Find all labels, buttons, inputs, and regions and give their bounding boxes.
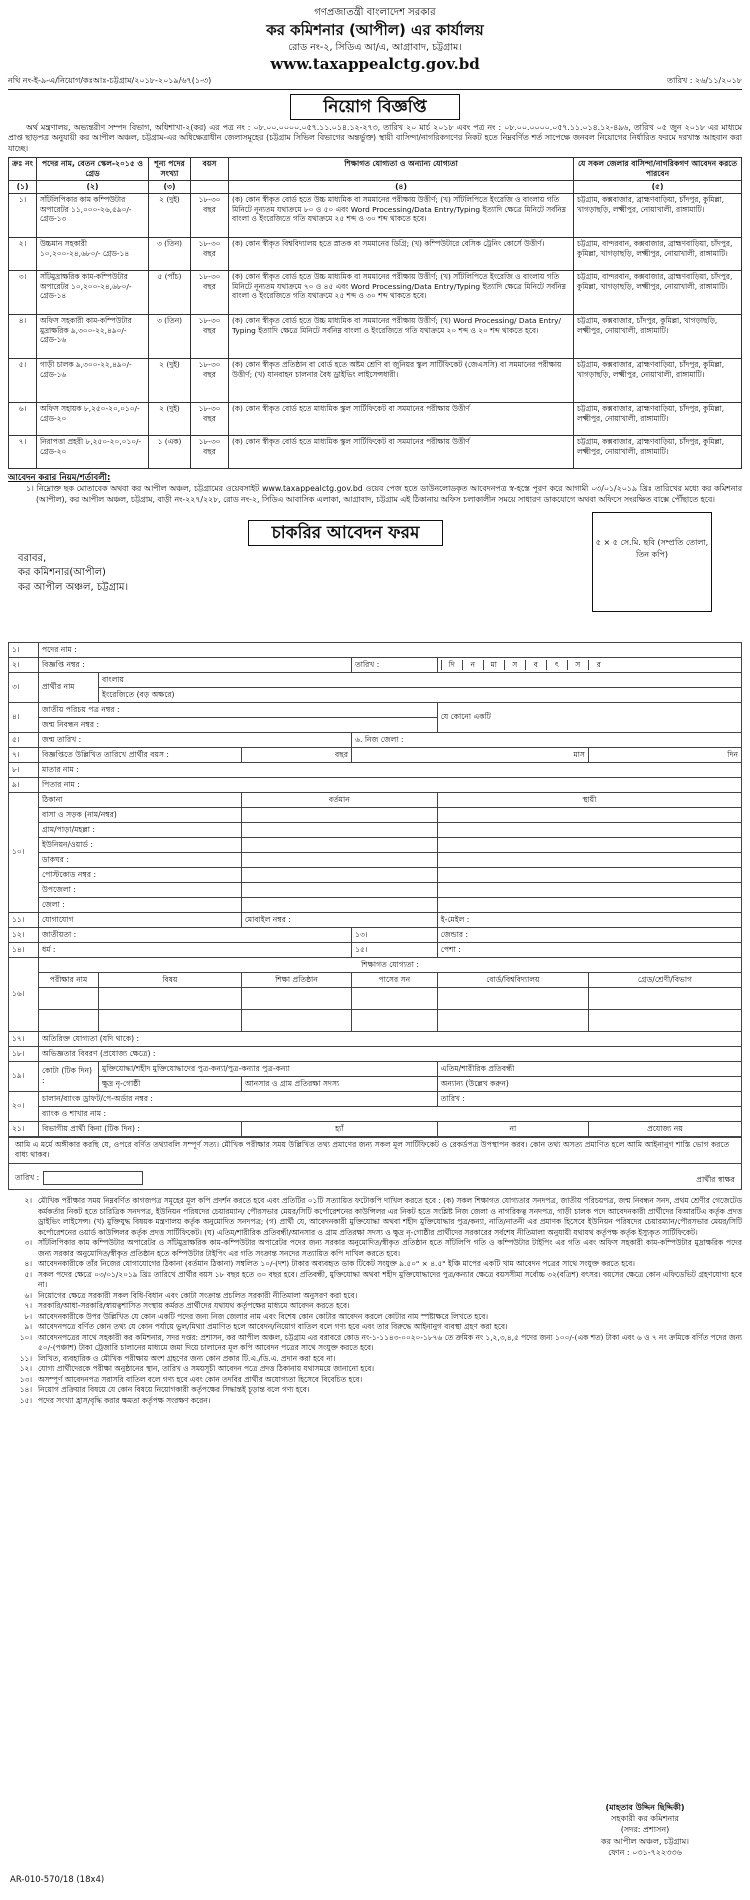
dept-yes-option[interactable]: হ্যাঁ xyxy=(241,1121,437,1136)
signatory-office: কর আপীল অঞ্চল, চট্টগ্রাম। xyxy=(600,1836,690,1846)
birth-reg-field[interactable]: জন্ম নিবন্ধন নম্বর : xyxy=(39,717,438,732)
memo-row xyxy=(8,76,742,89)
dept-no-option[interactable]: না xyxy=(437,1121,588,1136)
date-cell[interactable]: স xyxy=(504,660,525,670)
cell-vacancy: ২ (দুই) xyxy=(149,358,191,402)
signatory-designation: সহকারী কর কমিশনার xyxy=(611,1814,679,1824)
age-years-field[interactable]: বছর xyxy=(241,747,351,762)
email-field[interactable]: ই-মেইল : xyxy=(437,912,741,927)
notice-number-field[interactable]: বিজ্ঞপ্তি নম্বর : xyxy=(39,657,352,672)
address-row xyxy=(9,897,742,912)
experience-field[interactable]: অভিজ্ঞতার বিবরণ (প্রযোজ্য ক্ষেত্রে) : xyxy=(39,1046,742,1061)
quota-orphan-disabled[interactable]: এতিম/শারীরিক প্রতিবন্ধী xyxy=(437,1061,741,1076)
cell-qualification: (ক) কোন স্বীকৃত বোর্ড হতে উচ্চ মাধ্যমিক বা সমমানের পরীক্ষায় উত্তীর্ণ; (খ) সাঁটলিপিতে ইংরেজি ও বাংলায় গতি মিনিটে নূন্যতম যথাক্রমে ৮০ ও ৫০ এবং Word Processing/Data Entry/Typing ইত্যাদি ক্ষেত্রে মিনিটে সর্বনিম্ন বাংলা ও ইংরেজিতে গতি যথাক্রমে ২৫ শব্দ ও ৩০ শব্দ থাকতে হবে। xyxy=(229,193,574,237)
office-address: রোড নং-২, সিডিএ আ/এ, আগ্রাবাদ, চট্টগ্রাম। xyxy=(288,41,462,53)
table-row xyxy=(9,270,742,314)
permanent-address-input[interactable] xyxy=(437,897,741,912)
table-header-row xyxy=(9,158,742,181)
cell-post: অফিস সহকারী কাম-কম্পিউটার মুদ্রাক্ষরিক ৯,৩০০-২২,৪৯০/- গ্রেড-১৬ xyxy=(37,314,149,358)
form-row xyxy=(9,927,742,942)
cell-districts: চট্টগ্রাম, বান্দরবান, কক্সবাজার, ব্রাহ্মণবাড়িয়া, চাঁদপুর, কুমিল্লা, খাগড়াছড়ি, লক্ষ্মীপুর, নোয়াখালী, রাঙ্গামাটি। xyxy=(574,237,742,270)
cell-districts: চট্টগ্রাম, বান্দরবান, কক্সবাজার, ব্রাহ্মণবাড়িয়া, চাঁদপুর, কুমিল্লা, খাগড়াছড়ি, লক্ষ্মীপুর, নোয়াখালী, রাঙ্গামাটি। xyxy=(574,270,742,314)
cond-text: নিয়োগের ক্ষেত্রে সরকারী সকল বিধি-বিধান এবং কোটা সংক্রান্ত প্রচলিত সরকারী নীতিমালা অনুসরণ করা হবে। xyxy=(38,1290,358,1300)
cell-sl: ৫। xyxy=(9,358,37,402)
age-months-field[interactable]: মাস xyxy=(352,747,589,762)
th-districts: যে সকল জেলার বাসিন্দা/নাগরিকগণ আবেদন করতে পারবেন xyxy=(574,158,742,181)
address-row xyxy=(9,867,742,882)
cell-post: সাঁটলিপিকার কাম কম্পিউটার অপারেটর ১১,০০০-২৬,৫৯০/- গ্রেড-১৩ xyxy=(37,193,149,237)
form-row xyxy=(9,1031,742,1046)
th-sl: ক্রঃ নং xyxy=(9,158,37,181)
address-field-label: বাসা ও সড়ক (নাম/নম্বর) xyxy=(39,807,242,822)
name-bangla-field[interactable]: বাংলায় xyxy=(99,672,742,687)
cell-districts: চট্টগ্রাম, কক্সবাজার, ব্রাহ্মণবাড়িয়া, চাঁদপুর, কুমিল্লা, লক্ষ্মীপুর, নোয়াখালী, রাঙ্গামাটি। xyxy=(574,402,742,435)
cond-num: ৩। xyxy=(24,1238,32,1248)
cell-vacancy: ৩ (তিন) xyxy=(149,237,191,270)
edu-row xyxy=(9,987,742,1009)
quota-label: কোটা (টিক দিন) : xyxy=(39,1061,99,1091)
notice-title: নিয়োগ বিজ্ঞপ্তি xyxy=(290,94,460,120)
gender-field[interactable]: জেন্ডার : xyxy=(437,927,741,942)
sign-date-label: তারিখ : xyxy=(15,1173,40,1183)
cell-age: ১৮-৩০ বছর xyxy=(191,314,229,358)
cell-age: ১৮-৩০ বছর xyxy=(191,193,229,237)
th-vacancy: শূন্য পদের সংখ্যা xyxy=(149,158,191,181)
table-colnum-row xyxy=(9,181,742,194)
form-num: ১৬। xyxy=(9,957,39,1031)
form-row xyxy=(9,1091,742,1106)
cell-sl: ২। xyxy=(9,237,37,270)
form-num: ৪। xyxy=(9,702,39,732)
bank-branch-field[interactable]: ব্যাংক ও শাখার নাম : xyxy=(39,1106,742,1121)
date-boxes[interactable] xyxy=(437,657,741,672)
form-num: ৩। xyxy=(9,672,39,702)
form-num: ৯। xyxy=(9,777,39,792)
edu-input[interactable] xyxy=(437,987,588,1009)
list-item xyxy=(8,1291,742,1302)
cell-age: ১৮-৩০ বছর xyxy=(191,270,229,314)
challan-date-field[interactable]: তারিখ : xyxy=(437,1091,741,1106)
form-row xyxy=(9,912,742,927)
cell-sl: ১। xyxy=(9,193,37,237)
form-heading-area xyxy=(8,512,742,642)
cell-post: সাঁটমুদ্রাক্ষরিক কাম-কম্পিউটার অপারেটর ১০,২০০-২৪,৬৮০/- গ্রেড-১৪ xyxy=(37,270,149,314)
addressee-to: বরাবর, xyxy=(18,552,47,564)
occupation-field[interactable]: পেশা : xyxy=(437,942,741,957)
edu-input[interactable] xyxy=(588,1009,741,1031)
addressee-line2: কর আপীল অঞ্চল, চট্টগ্রাম। xyxy=(18,581,129,593)
cell-districts: চট্টগ্রাম, কক্সবাজার, চাঁদপুর, কুমিল্লা, খাগড়াছড়ি, লক্ষ্মীপুর, নোয়াখালী, রাঙ্গামাটি। xyxy=(574,314,742,358)
table-row xyxy=(9,314,742,358)
cond-num: ১০। xyxy=(19,1332,32,1342)
post-name-field[interactable]: পদের নাম : xyxy=(39,642,742,657)
form-num: ৮। xyxy=(9,762,39,777)
form-num: ১৪। xyxy=(9,942,39,957)
cell-qualification: (ক) কোন স্বীকৃত বোর্ড হতে উচ্চ মাধ্যমিক বা সমমানের পরীক্ষায় উত্তীর্ণ; (খ) সাঁটলিপিতে ইংরেজি ও বাংলায় গতি মিনিটে নূন্যতম যথাক্রমে ৭০ ও ৪৫ এবং Word Processing/Data Entry/Typing ইত্যাদি ক্ষেত্রে মিনিটে সর্বনিম্ন বাংলা ও ইংরেজিতে গতি যথাক্রমে ২৫ শব্দ ও ৩০ শব্দ থাকতে হবে। xyxy=(229,270,574,314)
father-name-field[interactable]: পিতার নাম : xyxy=(39,777,742,792)
address-field-label: জেলা : xyxy=(39,897,242,912)
nid-field[interactable]: জাতীয় পরিচয় পত্র নম্বর : xyxy=(39,702,438,717)
cond-text: মৌখিক পরীক্ষার সময় নিম্নবর্ণিত কাগজপত্র সমূহের মূল কপি প্রদর্শন করতে হবে এবং প্রতিটির ০১টি সত্যায়িত ফটোকপি দাখিল করতে হবে : (ক) সকল শিক্ষাগত যোগ্যতার সনদপত্র, জাতীয় পরিচয়পত্র, জন্ম নিবন্ধন সনদ, প্রথম শ্রেণীর গেজেটেড কর্মকর্তার নিকট হতে চারিত্রিক সনদপত্র, ইউনিয়ন পরিষদের চেয়ারম্যান/ পৌরসভার মেয়র/সিটি কর্পোরেশনের কাউন্সিলর এর নিকট হতে সংশ্লিষ্ট নিজ জেলা ও নাগরিকত্ব সনদপত্র, গাড়ী চালক পদে আবেদনকারী প্রার্থীদের বিআরটিএ কর্তৃক প্রদত্ত ড্রাইভিং লাইসেন্স। (খ) মুক্তিযুদ্ধ বিষয়ক মন্ত্রণালয় কর্তৃক অনুমোদিত সনদপত্র; (গ) প্রার্থী যে, আবেদনকারী মুক্তিযোদ্ধা অথবা শহীদ মুক্তিযোদ্ধার পুত্র/কন্যা, নাতি/নাতনী এর প্রমাণক হিসেবে ইউনিয়ন পরিষদের চেয়ারম্যান/পৌরসভার মেয়র/সিটি কর্পোরেশনের ওয়ার্ড কাউন্সিলর কর্তৃক প্রদত্ত সার্টিফিকেট। (ঘ) এতিম/শারীরিক প্রতিবন্ধী/আনসার ও গ্রাম প্রতিরক্ষা সদস্য ও ক্ষুদ্র নৃ-গোষ্ঠীর প্রার্থীদের সরকারের সর্বশেষ নীতিমালা অনুযায়ী যথাযথ কর্তৃপক্ষ কর্তৃক ইস্যুকৃত সার্টিফিকেট। xyxy=(38,1196,743,1237)
cell-districts: চট্টগ্রাম, কক্সবাজার, ব্রাহ্মণবাড়িয়া, চাঁদপুর, কুমিল্লা, খাগড়াছড়ি, লক্ষ্মীপুর, নোয়াখালী, রাঙ্গামাটি। xyxy=(574,193,742,237)
cell-age: ১৮-৩০ বছর xyxy=(191,358,229,402)
edu-input[interactable] xyxy=(99,987,242,1009)
cond-text: আবেদনপত্রের সাথে সহকারী কর কমিশনার, সদর দপ্তর: প্রশাসন, কর আপীল অঞ্চল, চট্টগ্রাম এর বরাবরে কোড নং-১-১১৪৩-০০২০-১৮৭৬ তে ক্রমিক নং ১,২,৩,৪,৫ পদের জন্য ১০০/-(এক শত) টাকা এবং ৬ ও ৭ নং ক্রমিকে বর্ণিত পদের জন্য ৫০/-(পঞ্চাশ) টাকা ট্রেজারি চালানের মাধ্যমে জমা দিয়ে চালানের মূল কপি আবেদন পত্রের সাথে সংযুক্ত করতে হবে। xyxy=(38,1332,742,1353)
edu-header-row xyxy=(9,972,742,987)
office-title: কর কমিশনার (আপীল) এর কার্যালয় xyxy=(266,21,484,39)
date-cell[interactable]: স xyxy=(567,660,588,670)
form-num: ২১। xyxy=(9,1121,39,1136)
edu-input[interactable] xyxy=(99,1009,242,1031)
form-row xyxy=(9,1046,742,1061)
list-item xyxy=(8,1270,742,1291)
home-district-field[interactable]: ৬. নিজ জেলা : xyxy=(352,732,742,747)
mobile-field[interactable]: মোবাইল নম্বর : xyxy=(241,912,437,927)
table-row xyxy=(9,193,742,237)
permanent-address-input[interactable] xyxy=(437,837,741,852)
present-address-input[interactable] xyxy=(241,867,437,882)
signatory-dept: (সদর: প্রশাসন) xyxy=(620,1825,670,1835)
table-row xyxy=(9,358,742,402)
present-address-input[interactable] xyxy=(241,882,437,897)
education-label: শিক্ষাগত যোগ্যতা : xyxy=(39,957,742,972)
cell-qualification: (ক) কোন স্বীকৃত বোর্ড হতে উচ্চ মাধ্যমিক বা সমমানের পরীক্ষায় উত্তীর্ণ; (খ) Word Processing/ Data Entry/ Typing ইত্যাদি ক্ষেত্রে মিনিটে সর্বনিম্ন বাংলা ও ইংরেজিতে গতি যথাক্রমে ২০ শব্দ ও ২০ শব্দ থাকতে হবে। xyxy=(229,314,574,358)
th-age: বয়স xyxy=(191,158,229,181)
cond-text: আবেদনকারীকে তাঁর নিজের যোগাযোগের ঠিকানা (বর্তমান ঠিকানা) সম্বলিত ১০/-(দশ) টাকার অব্যবহৃত ডাক টিকেট সংযুক্ত ৯.৫০" × ৪.৫" ইঞ্চি মাপের একটি খাম আবেদন পত্রের সাথে সংযুক্ত করতে হবে। xyxy=(38,1259,635,1269)
permanent-address-input[interactable] xyxy=(437,882,741,897)
permanent-address-input[interactable] xyxy=(437,852,741,867)
form-row xyxy=(9,762,742,777)
permanent-address-input[interactable] xyxy=(437,867,741,882)
address-field-label: উপজেলা : xyxy=(39,882,242,897)
colnum: (৫) xyxy=(574,181,742,194)
list-item xyxy=(8,1322,742,1333)
table-row xyxy=(9,402,742,435)
extra-qualification-field[interactable]: অতিরিক্ত যোগ্যতা (যদি থাকে) : xyxy=(39,1031,742,1046)
posts-table xyxy=(8,157,742,469)
address-field-label: পোস্টকোড নম্বর : xyxy=(39,867,242,882)
cond-num: ৫। xyxy=(24,1269,32,1279)
form-row xyxy=(9,792,742,807)
cond-num: ৭। xyxy=(24,1301,32,1311)
rule-1: ১। নিম্নোক্ত ছক মোতাবেক অথবা কর আপীল অঞ্চল, চট্টগ্রামের ওয়েবসাইট www.taxappealctg.gov.bd ওয়েব পেজ হতে ডাউনলোডকৃত আবেদনপত্র স্ব-হস্তে পূরণ করে আগামী ০৩/০১/২০১৯ খ্রিঃ তারিখের মধ্যে কর কমিশনার (আপীল), কর আপীল অঞ্চল, চট্টগ্রাম, বাড়ী নং-২২৭/২২৮, রোড নং-২, সিডিএ আবাসিক এলাকা, আগ্রাবাদ, চট্টগ্রাম এই ঠিকানায় অফিস চলাকালীন সময়ে সাধারণ ডাকযোগে অথবা অফিসে সংরক্ষিত বাক্সে পৌঁছাতে হবে। xyxy=(26,484,742,504)
signatory-phone: ফোন : ০৩১-৭২২৩৩৬ xyxy=(608,1847,682,1857)
cell-sl: ৩। xyxy=(9,270,37,314)
name-english-field[interactable]: ইংরেজিতে (বড় অক্ষরে) xyxy=(99,687,742,702)
sign-date-input[interactable] xyxy=(43,1171,143,1185)
form-num: ১২। xyxy=(9,927,39,942)
list-item xyxy=(8,1364,742,1375)
cond-text: অসম্পূর্ণ আবেদনপত্র সরাসরি বাতিল বলে গণ্য হবে এবং কোন তদবির প্রার্থীর অযোগ্যতা হিসেবে বিবেচিত হবে। xyxy=(38,1374,363,1384)
address-row xyxy=(9,852,742,867)
edu-input[interactable] xyxy=(39,1009,99,1031)
dob-field[interactable]: জন্ম তারিখ : xyxy=(39,732,352,747)
addressee-line1: কর কমিশনার(আপীল) xyxy=(18,567,106,579)
edu-input[interactable] xyxy=(241,987,351,1009)
list-item xyxy=(8,1238,742,1259)
date-cell[interactable]: মা xyxy=(483,660,504,670)
address-field-label: গ্রাম/পাড়া/মহল্লা : xyxy=(39,822,242,837)
present-address-input[interactable] xyxy=(241,822,437,837)
address-row xyxy=(9,807,742,822)
ad-code: AR-010-570/18 (18x4) xyxy=(10,1874,105,1885)
cell-vacancy: ১ (এক) xyxy=(149,435,191,468)
permanent-address-input[interactable] xyxy=(437,807,741,822)
date-cell[interactable]: ৎ xyxy=(546,660,567,670)
cond-num: ১১। xyxy=(19,1353,32,1363)
cell-districts: চট্টগ্রাম, কক্সবাজার, ব্রাহ্মণবাড়িয়া, চাঁদপুর, কুমিল্লা, খাগড়াছড়ি, লক্ষ্মীপুর, নোয়াখালী, রাঙ্গামাটি। xyxy=(574,358,742,402)
date-cell[interactable]: র xyxy=(588,660,609,670)
present-address-input[interactable] xyxy=(241,852,437,867)
gov-title: গণপ্রজাতন্ত্রী বাংলাদেশ সরকার xyxy=(314,7,436,18)
cond-text: সকল পদের ক্ষেত্রে ০৩/০১/২০১৯ খ্রিঃ তারিখে প্রার্থীর বয়স ১৮ বছর হতে ৩০ বছর হবে। প্রতিবন্ধী, মুক্তিযোদ্ধা অথবা শহীদ মুক্তিযোদ্ধাদের পুত্র/কন্যার ক্ষেত্রে বয়সসীমা সর্বোচ্চ ৩২(বত্রিশ) বৎসর। বয়সের ক্ষেত্রে কোন এফিডেভিট গ্রহণযোগ্য হবে না। xyxy=(38,1269,742,1290)
list-item xyxy=(8,1259,742,1270)
cell-age: ১৮-৩০ বছর xyxy=(191,435,229,468)
edu-input[interactable] xyxy=(39,987,99,1009)
form-row xyxy=(9,642,742,657)
cond-num: ৬। xyxy=(24,1290,32,1300)
list-item xyxy=(8,1396,742,1407)
form-row xyxy=(9,1076,742,1091)
form-row xyxy=(9,777,742,792)
th-qualification: শিক্ষাগত যোগ্যতা ও অন্যান্য যোগ্যতা xyxy=(229,158,574,181)
list-item xyxy=(8,1312,742,1323)
cond-num: ৪। xyxy=(24,1259,32,1269)
permanent-address-input[interactable] xyxy=(437,822,741,837)
address-row xyxy=(9,822,742,837)
edu-input[interactable] xyxy=(588,987,741,1009)
present-address-header: বর্তমান xyxy=(241,792,437,807)
edu-row xyxy=(9,1009,742,1031)
signature-row xyxy=(8,1164,742,1190)
cell-districts: চট্টগ্রাম, কক্সবাজার, ব্রাহ্মণবাড়িয়া, চাঁদপুর, কুমিল্লা, লক্ষ্মীপুর, নোয়াখালী, রাঙ্গামাটি। xyxy=(574,435,742,468)
cell-post: নিরাপত্তা প্রহরী ৮,২৫০-২০,০১০/- গ্রেড-২০ xyxy=(37,435,149,468)
memo-number: নথি নং-ই-৯-এ/নিয়োগ/কঃআঃ-চট্টগ্রাম/২০১৮-২০১৯/৬৭(১-৩) xyxy=(8,76,212,86)
table-row xyxy=(9,435,742,468)
cell-age: ১৮-৩০ বছর xyxy=(191,402,229,435)
declaration: আমি এ মর্মে অঙ্গীকার করছি যে, ওপরে বর্ণিত তথ্যাবলি সম্পূর্ণ সত্য। মৌখিক পরীক্ষার সময় উল্লিখিত তথ্য প্রমাণের জন্য সকল মূল সার্টিফিকেট ও রেকর্ডপত্র উপস্থাপন করব। কোন তথ্য অসত্য প্রমাণিত হলে আমি আইনানুগ শাস্তি ভোগ করতে বাধ্য থাকব। xyxy=(8,1137,742,1164)
form-num: ৫। xyxy=(9,732,39,747)
cond-num: ১৫। xyxy=(19,1395,32,1405)
form-num: ১১। xyxy=(9,912,39,927)
list-item xyxy=(8,1301,742,1312)
cond-num: ১৪। xyxy=(19,1385,32,1395)
cond-text: আবেদনকারীকে উপর উল্লিখিত যে কোন একটি পদের জন্য নিজ জেলার নাম এবং বিশেষ কোন কোটার আবেদন করলে কোটার নাম স্পষ্টাক্ষরে লিখতে হবে। xyxy=(38,1311,489,1321)
cond-text: সরকারি/আধা-সরকারি/স্বায়ত্বশাসিত সংস্থায় কর্মরত প্রার্থীদের যথাযথ কর্তৃপক্ষের মাধ্যমে আবেদন করতে হবে। xyxy=(38,1301,350,1311)
cond-num: ১৩। xyxy=(19,1374,32,1384)
cell-vacancy: ৫ (পাঁচ) xyxy=(149,270,191,314)
cell-vacancy: ২ (দুই) xyxy=(149,193,191,237)
form-num: ১। xyxy=(9,642,39,657)
form-num: ১৫। xyxy=(352,942,438,957)
cond-text: আবেদনপত্রে বর্ণিত কোন তথ্য যে কোন পর্যায়ে ভুল/মিথ্যা প্রমাণিত হলে আবেদন/নিয়োগ বাতিল বলে গণ্য হবে এবং তার বিরুদ্ধে আইনানুগ ব্যবস্থা গ্রহণ করা হবে। xyxy=(38,1322,508,1332)
age-days-field[interactable]: দিন xyxy=(588,747,741,762)
edu-col: গ্রেড/শ্রেণী/বিভাগ xyxy=(588,972,741,987)
form-row xyxy=(9,1121,742,1136)
dept-na-option[interactable]: প্রযোজ্য নয় xyxy=(588,1121,741,1136)
quota-ethnic[interactable]: ক্ষুদ্র নৃ-গোষ্ঠী xyxy=(99,1076,242,1091)
applicant-name-label: প্রার্থীর নাম xyxy=(39,672,99,702)
cell-qualification: (ক) কোন স্বীকৃত বিশ্ববিদ্যালয় হতে স্নাতক বা সমমানের ডিগ্রি; (খ) কম্পিউটারে বেসিক ট্রেনিং কোর্সে উত্তীর্ণ। xyxy=(229,237,574,270)
application-form xyxy=(8,642,742,1137)
list-item xyxy=(8,1354,742,1365)
th-post: পদের নাম, বেতন স্কেল-২০১৫ ও গ্রেড xyxy=(37,158,149,181)
edu-col: পাসের সন xyxy=(352,972,438,987)
photo-box[interactable]: ৫ × ৫ সে.মি. ছবি (সম্প্রতি তোলা, তিন কপি) xyxy=(592,512,712,612)
cond-num: ১২। xyxy=(19,1364,32,1374)
rules-title: আবেদন করার নিয়ম/শর্তাবলী: xyxy=(8,472,111,483)
cond-text: পদের সংখ্যা হ্রাস/বৃদ্ধি করার ক্ষমতা কর্তৃপক্ষ সংরক্ষণ করেন। xyxy=(38,1395,211,1405)
cell-sl: ৪। xyxy=(9,314,37,358)
address-row xyxy=(9,882,742,897)
date-label: তারিখ : xyxy=(352,657,438,672)
colnum: (২) xyxy=(37,181,149,194)
cell-vacancy: ২ (দুই) xyxy=(149,402,191,435)
conditions-list xyxy=(8,1196,742,1406)
edu-input[interactable] xyxy=(437,1009,588,1031)
form-num: ১০। xyxy=(9,792,39,912)
form-row xyxy=(9,657,742,672)
memo-date: তারিখ : ২৬/১১/২০১৮ xyxy=(666,76,742,86)
cell-vacancy: ৩ (তিন) xyxy=(149,314,191,358)
form-title: চাকরির আবেদন ফরম xyxy=(248,520,443,546)
table-row xyxy=(9,237,742,270)
dept-candidate-label: বিভাগীয় প্রার্থী কিনা (টিক দিন) : xyxy=(39,1121,242,1136)
form-row xyxy=(9,702,742,717)
form-num: ১৯। xyxy=(9,1061,39,1091)
date-cell[interactable]: ন xyxy=(462,660,483,670)
nationality-field[interactable]: জাতীয়তা : xyxy=(39,927,352,942)
address-row xyxy=(9,837,742,852)
form-row xyxy=(9,942,742,957)
form-num: ১৭। xyxy=(9,1031,39,1046)
challan-number-field[interactable]: চালান/ব্যাংক ড্রাফট/পে-অর্ডার নম্বর : xyxy=(39,1091,438,1106)
list-item xyxy=(8,1196,742,1238)
cell-qualification: (ক) কোন স্বীকৃত প্রতিষ্ঠান বা বোর্ড হতে অষ্টম শ্রেণি বা জুনিয়র স্কুল সার্টিফিকেট (জেএসসি) বা সমমানের পরীক্ষায় উত্তীর্ণ; (খ) যানবাহন চালনার বৈধ ড্রাইভিং লাইসেন্সধারী। xyxy=(229,358,574,402)
edu-col: বোর্ড/বিশ্ববিদ্যালয় xyxy=(437,972,588,987)
form-row xyxy=(9,747,742,762)
cell-age: ১৮-৩০ বছর xyxy=(191,237,229,270)
date-cell[interactable]: দি xyxy=(441,660,462,670)
edu-col: পরীক্ষার নাম xyxy=(39,972,99,987)
cell-post: উচ্চমান সহকারী ১০,২০০-২৪,৬৮০/- গ্রেড-১৪ xyxy=(37,237,149,270)
quota-other[interactable]: অন্যান্য (উল্লেখ করুন) xyxy=(437,1076,741,1091)
cell-qualification: (ক) কোন স্বীকৃত বোর্ড হতে মাধ্যমিক স্কুল সার্টিফিকেট বা সমমানের পরীক্ষায় উত্তীর্ণ xyxy=(229,402,574,435)
mother-name-field[interactable]: মাতার নাম : xyxy=(39,762,742,777)
date-cell[interactable]: ব xyxy=(525,660,546,670)
form-row xyxy=(9,732,742,747)
intro-paragraph: অর্থ মন্ত্রণালয়, অভ্যন্তরীণ সম্পদ বিভাগ, অধিশাখা-২(কর) এর পত্র নং : ০৮.০০.০০০০.০৫৭.১১.০১৪.১২-২৭৩, তারিখ ২০ মার্চ ২০১৮ এবং পত্র নং : ০৮.০০.০০০০.০৫৭.১১.০১৪.১২-৪৯৬, তারিখ ০৫ জুন ২০১৮ এর মাধ্যমে প্রাপ্ত ছাড়পত্র অনুযায়ী কর আপীল অঞ্চল, চট্টগ্রাম-এর অধিক্ষেত্রাধীন জেলাসমূহের (চট্টগ্রাম সিভিল বিভাগের অন্তর্ভুক্ত) স্থায়ী বাসিন্দা/নাগরিকগণের নিকট হতে নিম্নবর্ণিত শর্ত সাপেক্ষে জনবল নিয়োগের নির্ধারিত ফরমে দরখাস্ত আহবান করা যাচ্ছে। xyxy=(8,122,742,153)
quota-ansar[interactable]: আনসার ও গ্রাম প্রতিরক্ষা সদস্য xyxy=(241,1076,437,1091)
cell-sl: ৭। xyxy=(9,435,37,468)
edu-input[interactable] xyxy=(352,987,438,1009)
list-item xyxy=(8,1333,742,1354)
edu-col: বিষয় xyxy=(99,972,242,987)
present-address-input[interactable] xyxy=(241,897,437,912)
address-field-label: ডাকঘর : xyxy=(39,852,242,867)
form-num: ২। xyxy=(9,657,39,672)
form-num: ২০। xyxy=(9,1091,39,1121)
age-label: বিজ্ঞপ্তিতে উল্লিখিত তারিখে প্রার্থীর বয়স : xyxy=(39,747,242,762)
cond-num: ২। xyxy=(24,1196,32,1206)
form-num: ১৩। xyxy=(352,927,438,942)
cond-num: ৯। xyxy=(24,1322,32,1332)
form-row xyxy=(9,957,742,972)
colnum: (১) xyxy=(9,181,37,194)
permanent-address-header: স্থায়ী xyxy=(437,792,741,807)
edu-col: শিক্ষা প্রতিষ্ঠান xyxy=(241,972,351,987)
quota-freedom-fighter[interactable]: মুক্তিযোদ্ধা/শহীদ মুক্তিযোদ্ধাদের পুত্র-কন্যা/পুত্র-কন্যার পুত্র-কন্যা xyxy=(99,1061,438,1076)
present-address-input[interactable] xyxy=(241,807,437,822)
address-label: ঠিকানা xyxy=(39,792,242,807)
cell-sl: ৬। xyxy=(9,402,37,435)
colnum: (৪) xyxy=(229,181,574,194)
either-one-note: যে কোনো একটি xyxy=(437,702,741,732)
religion-field[interactable]: ধর্ম : xyxy=(39,942,352,957)
form-row xyxy=(9,1061,742,1076)
contact-label: যোগাযোগ xyxy=(39,912,242,927)
list-item xyxy=(8,1385,742,1396)
cell-post: গাড়ী চালক ৯,৩০০-২২,৪৯০/- গ্রেড-১৬ xyxy=(37,358,149,402)
header xyxy=(8,6,742,74)
applicant-signature[interactable]: প্রার্থীর স্বাক্ষর xyxy=(696,1175,735,1185)
edu-input[interactable] xyxy=(352,1009,438,1031)
colnum: (৩) xyxy=(149,181,191,194)
website-link[interactable]: www.taxappealctg.gov.bd xyxy=(270,54,480,73)
cond-text: নিয়োগ প্রক্রিয়ার বিষয়ে যে কোন বিষয়ে নিয়োগকারী কর্তৃপক্ষের সিদ্ধান্তই চূড়ান্ত বলে গণ্য হবে। xyxy=(38,1385,310,1395)
present-address-input[interactable] xyxy=(241,837,437,852)
signatory-name: (মাহতাব উদ্দিন ছিদ্দিকী) xyxy=(605,1803,685,1812)
form-row xyxy=(9,672,742,687)
colnum xyxy=(191,181,229,194)
list-item xyxy=(8,1375,742,1386)
form-num: ৭। xyxy=(9,747,39,762)
edu-input[interactable] xyxy=(241,1009,351,1031)
cond-num: ৮। xyxy=(24,1311,32,1321)
cell-qualification: (ক) কোন স্বীকৃত বোর্ড হতে মাধ্যমিক স্কুল সার্টিফিকেট বা সমমানের পরীক্ষায় উত্তীর্ণ xyxy=(229,435,574,468)
cond-text: লিখিত, ব্যবহারিক ও মৌখিক পরীক্ষায় অংশ গ্রহণের জন্য কোন প্রকার টি.এ./ডি.এ. প্রদান করা হবে না। xyxy=(38,1353,336,1363)
sign-date xyxy=(15,1171,143,1185)
addressee xyxy=(18,552,128,596)
cond-text: যোগ্য প্রার্থীদেরকে পরীক্ষা অনুষ্ঠানের স্থান, তারিখ ও সময়সূচী আবেদন পত্রে প্রদত্ত ঠিকানায় যথাসময়ে জানানো হবে। xyxy=(38,1364,375,1374)
cond-text: সাঁটলিপিকার কাম কম্পিউটার অপারেটর ও সাঁটমুদ্রাক্ষরিক কাম-কম্পিউটার অপারেটর পদের জন্য সরকার অনুমোদিত/স্বীকৃত প্রতিষ্ঠান হতে সাঁটলিপি গতি ও কম্পিউটার টাইপিং এর গতি এবং অফিস সহকারী কাম-কম্পিউটার মুদ্রাক্ষরিক পদের জন্য সরকার অনুমোদিত/স্বীকৃত প্রতিষ্ঠান হতে কম্পিউটার টাইপিং এর গতি সংক্রান্ত সনদের সত্যায়িত কপি দাখিল করতে হবে। xyxy=(38,1238,742,1258)
signatory-block xyxy=(570,1802,720,1858)
form-row xyxy=(9,687,742,702)
form-row xyxy=(9,1106,742,1121)
cell-post: অফিস সহায়ক ৮,২৫০-২০,০১০/- গ্রেড-২০ xyxy=(37,402,149,435)
address-field-label: ইউনিয়ন/ওয়ার্ড : xyxy=(39,837,242,852)
form-num: ১৮। xyxy=(9,1046,39,1061)
